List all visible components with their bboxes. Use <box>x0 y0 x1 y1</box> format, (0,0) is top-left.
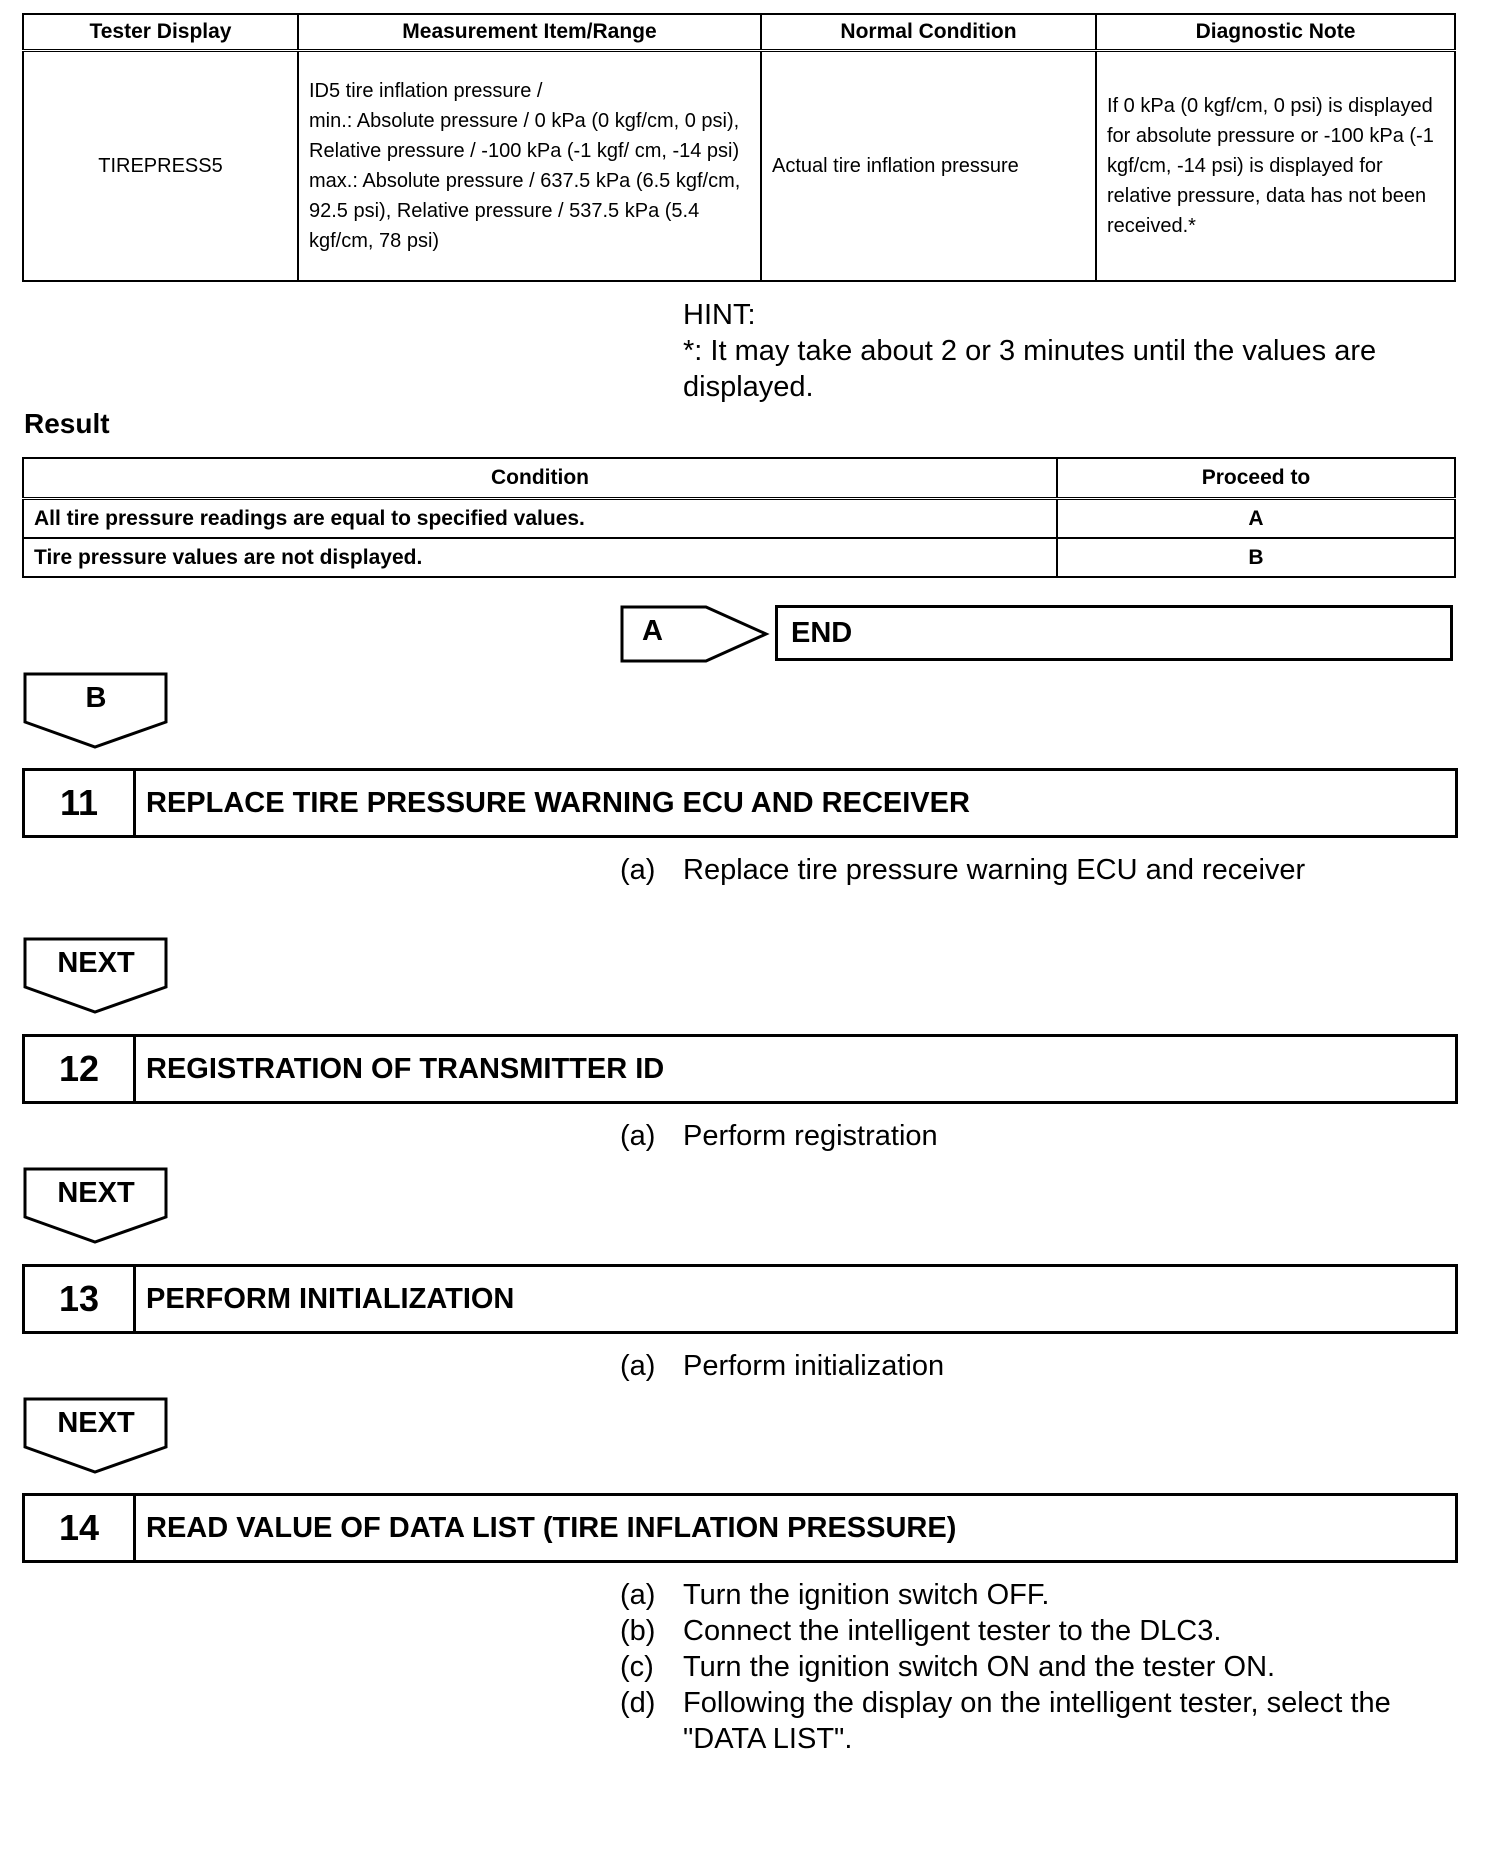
range-min: min.: Absolute pressure / 0 kPa (0 kgf/cm, 0 psi), Relative pressure / -100 kPa (-1 kgf/ cm, -14 psi) <box>309 109 740 162</box>
step-13-substep: (a) Perform initialization <box>620 1350 945 1382</box>
hint-text: *: It may take about 2 or 3 minutes until the values are displayed. <box>683 335 1377 403</box>
substep: (a) Turn the ignition switch OFF. <box>620 1579 1050 1611</box>
range-max: max.: Absolute pressure / 637.5 kPa (6.5 kgf/cm, 92.5 psi), Relative pressure / 537.5 kPa (5.4 kgf/cm, 78 psi) <box>309 169 741 252</box>
step-14-header <box>22 1493 1458 1563</box>
next-label: NEXT <box>57 947 135 979</box>
step-title: REPLACE TIRE PRESSURE WARNING ECU AND RECEIVER <box>146 786 970 819</box>
table-header-row <box>23 458 1455 499</box>
column-header: Measurement Item/Range <box>298 14 761 51</box>
hint-label: HINT: <box>683 299 756 331</box>
table-row <box>23 51 1455 281</box>
flow-tag-b <box>23 672 169 750</box>
step-13-header <box>22 1264 1458 1334</box>
step-number: 14 <box>25 1496 136 1560</box>
hint-block <box>683 297 1443 405</box>
flow-arrow-a <box>620 605 770 663</box>
step-12-substep: (a) Perform registration <box>620 1120 938 1152</box>
column-header: Condition <box>23 458 1057 499</box>
table-header-row <box>23 14 1455 51</box>
result-heading: Result <box>24 408 110 439</box>
range-line: ID5 tire inflation pressure / <box>309 79 543 102</box>
next-label: NEXT <box>57 1177 135 1209</box>
end-box: END <box>775 605 1453 661</box>
step-11-substep: (a) Replace tire pressure warning ECU and receiver <box>620 854 1306 886</box>
next-tag <box>23 937 169 1015</box>
tester-display-cell: TIREPRESS5 <box>23 51 298 281</box>
next-label: NEXT <box>57 1407 135 1439</box>
diagnostic-note-cell: If 0 kPa (0 kgf/cm, 0 psi) is displayed for absolute pressure or -100 kPa (-1 kgf/cm, -14 psi) is displayed for relative pressure, data has not been received.* <box>1096 51 1455 281</box>
proceed-cell: B <box>1057 538 1455 577</box>
step-number: 13 <box>25 1267 136 1331</box>
step-number: 12 <box>25 1037 136 1101</box>
condition-cell: Tire pressure values are not displayed. <box>23 538 1057 577</box>
step-11-header <box>22 768 1458 838</box>
normal-condition-cell: Actual tire inflation pressure <box>761 51 1096 281</box>
next-tag <box>23 1167 169 1245</box>
proceed-cell: A <box>1057 499 1455 539</box>
column-header: Tester Display <box>23 14 298 51</box>
step-14-substeps <box>620 1577 1450 1757</box>
substep: (d) Following the display on the intelligent tester, select the "DATA LIST". <box>620 1687 1391 1755</box>
substep: (b) Connect the intelligent tester to the DLC3. <box>620 1615 1222 1647</box>
step-title: REGISTRATION OF TRANSMITTER ID <box>146 1052 665 1085</box>
result-table <box>22 457 1456 578</box>
table-row <box>23 499 1455 539</box>
column-header: Normal Condition <box>761 14 1096 51</box>
data-list-table <box>22 13 1456 282</box>
substep: (c) Turn the ignition switch ON and the tester ON. <box>620 1651 1276 1683</box>
next-tag <box>23 1397 169 1475</box>
step-number: 11 <box>25 771 136 835</box>
step-title: PERFORM INITIALIZATION <box>146 1282 515 1315</box>
flow-b-label: B <box>85 682 107 714</box>
table-row <box>23 538 1455 577</box>
column-header: Proceed to <box>1057 458 1455 499</box>
step-12-header <box>22 1034 1458 1104</box>
step-title: READ VALUE OF DATA LIST (TIRE INFLATION PRESSURE) <box>146 1511 957 1544</box>
measurement-range-cell <box>298 51 761 281</box>
condition-cell: All tire pressure readings are equal to specified values. <box>23 499 1057 539</box>
column-header: Diagnostic Note <box>1096 14 1455 51</box>
flow-a-label: A <box>642 615 663 647</box>
